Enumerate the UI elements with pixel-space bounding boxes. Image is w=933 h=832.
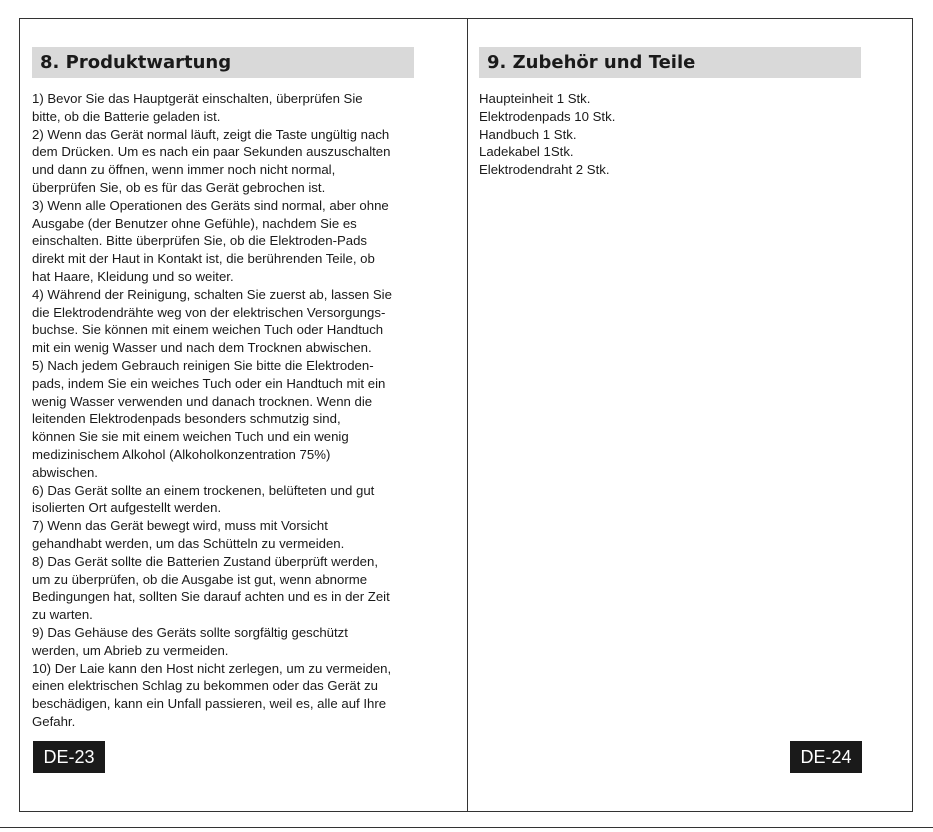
list-item: Handbuch 1 Stk. [479,126,577,142]
text-line: buchse. Sie können mit einem weichen Tuch oder Handtuch [32,322,384,338]
text-line: einschalten. Bitte überprüfen Sie, ob die Elektroden-Pads [32,233,368,249]
text-line: medizinischem Alkohol (Alkoholkonzentration 75%) [32,446,331,462]
text-line: Ausgabe (der Benutzer ohne Gefühle), nachdem Sie es [32,215,357,231]
text-line: 10) Der Laie kann den Host nicht zerlegen, um zu vermeiden, [32,660,392,676]
text-line: bitte, ob die Batterie geladen ist. [32,108,221,124]
text-line: leitenden Elektrodenpads besonders schmutzig sind, [32,411,341,427]
text-line: mit ein wenig Wasser und nach dem Trocknen abwischen. [32,340,372,356]
text-line: können Sie sie mit einem weichen Tuch und ein wenig [32,429,349,445]
text-line: Gefahr. [32,713,76,729]
text-line: um zu überprüfen, ob die Ausgabe ist gut, wenn abnorme [32,571,368,587]
text-line: einen elektrischen Schlag zu bekommen oder das Gerät zu [32,678,378,694]
text-line: beschädigen, kann ein Unfall passieren, weil es, alle auf Ihre [32,696,387,712]
text-line: wenig Wasser verwenden und danach trocknen. Wenn die [32,393,373,409]
text-line: 3) Wenn alle Operationen des Geräts sind normal, aber ohne [32,197,389,213]
bottom-rule [0,827,933,828]
text-line: 2) Wenn das Gerät normal läuft, zeigt die Taste ungültig nach [32,126,390,142]
text-line: gehandhabt werden, um das Schütteln zu vermeiden. [32,535,345,551]
text-line: 4) Während der Reinigung, schalten Sie zuerst ab, lassen Sie [32,286,392,302]
text-line: 8) Das Gerät sollte die Batterien Zustand überprüft werden, [32,553,378,569]
text-line: überprüfen Sie, ob es für das Gerät gebrochen ist. [32,179,326,195]
section-heading-maintenance: 8. Produktwartung [32,47,414,78]
text-line: 5) Nach jedem Gebrauch reinigen Sie bitte die Elektroden- [32,357,374,373]
list-item: Elektrodenpads 10 Stk. [479,108,616,124]
text-line: isolierten Ort aufgestellt werden. [32,500,222,516]
text-line: werden, um Abrieb zu vermeiden. [32,642,229,658]
text-line: 6) Das Gerät sollte an einem trockenen, belüfteten und gut [32,482,375,498]
text-line: abwischen. [32,464,98,480]
list-item: Haupteinheit 1 Stk. [479,91,591,106]
accessories-list [479,90,859,179]
text-line: zu warten. [32,607,93,623]
text-line: Bedingungen hat, sollten Sie darauf achten und es in der Zeit [32,589,390,605]
page-number-left: DE-23 [33,741,105,773]
list-item: Ladekabel 1Stk. [479,144,574,160]
text-line: 9) Das Gehäuse des Geräts sollte sorgfältig geschützt [32,624,348,640]
text-line: die Elektrodendrähte weg von der elektrischen Versorgungs- [32,304,386,320]
section-heading-accessories: 9. Zubehör und Teile [479,47,861,78]
text-line: direkt mit der Haut in Kontakt ist, die berührenden Teile, ob [32,251,375,267]
page-number-right: DE-24 [790,741,862,773]
text-line: 1) Bevor Sie das Hauptgerät einschalten, überprüfen Sie [32,91,363,106]
list-item: Elektrodendraht 2 Stk. [479,162,610,178]
text-line: und dann zu öffnen, wenn immer noch nicht normal, [32,162,336,178]
maintenance-text [32,90,416,731]
text-line: pads, indem Sie ein weiches Tuch oder ein Handtuch mit ein [32,375,386,391]
text-line: hat Haare, Kleidung und so weiter. [32,268,234,284]
text-line: dem Drücken. Um es nach ein paar Sekunden auszuschalten [32,144,391,160]
text-line: 7) Wenn das Gerät bewegt wird, muss mit Vorsicht [32,518,328,534]
page-divider [467,19,468,811]
